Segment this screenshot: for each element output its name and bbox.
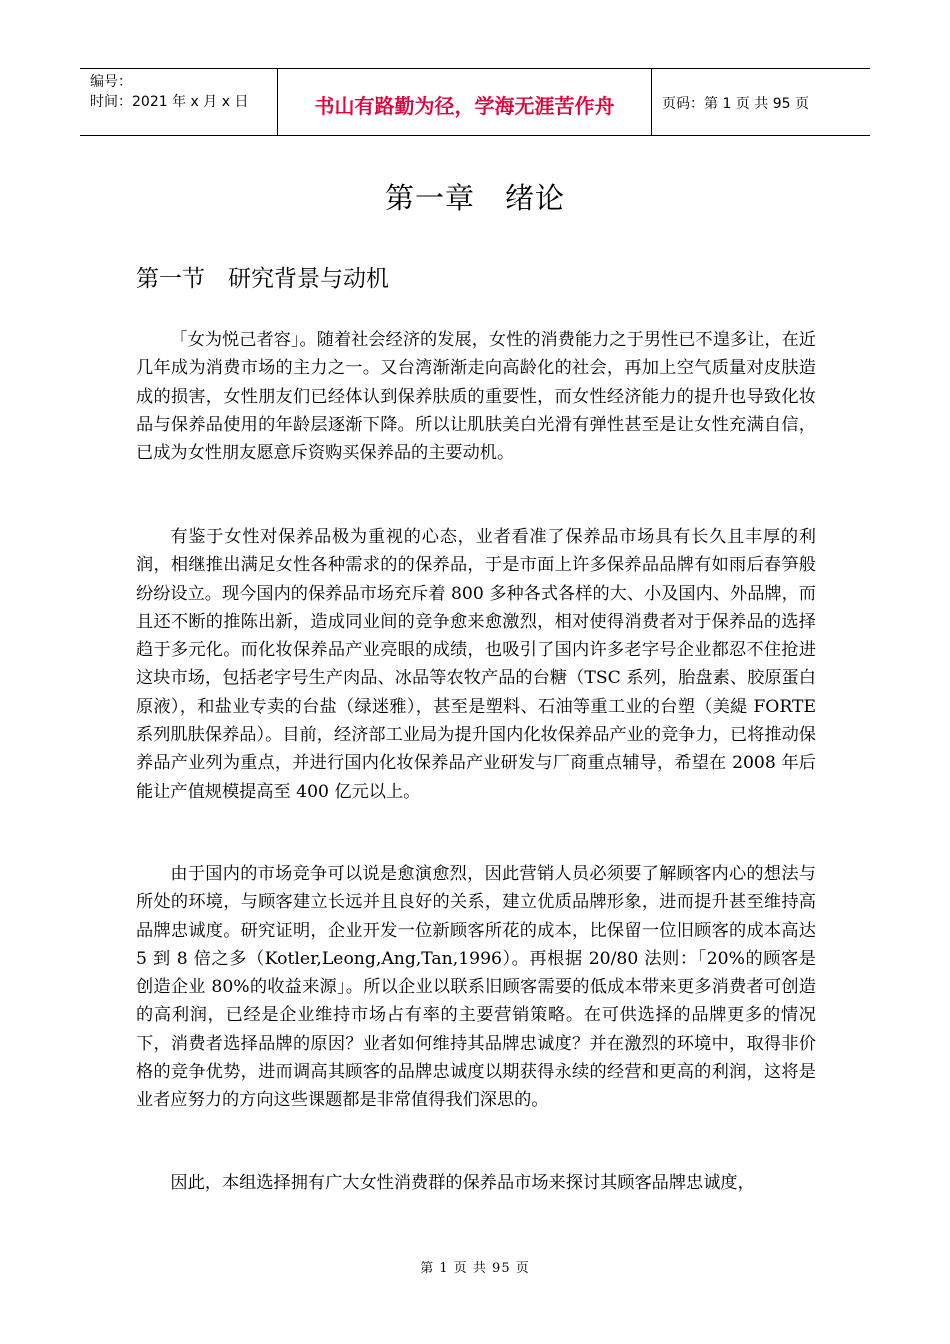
section-title: 第一节 研究背景与动机	[136, 266, 389, 292]
header-meta	[80, 69, 278, 135]
body-paragraph: 因此，本组选择拥有广大女性消费群的保养品市场来探讨其顾客品牌忠诚度，	[170, 1173, 755, 1193]
page-footer: 第 1 页 共 95 页	[420, 1261, 530, 1276]
header-id-label: 编号：	[90, 74, 132, 90]
header-page-info: 页码：第 1 页 共 95 页	[662, 96, 809, 112]
chapter-title: 第一章 绪论	[384, 181, 565, 215]
body-paragraph: 「女为悦己者容」。随着社会经济的发展，女性的消费能力之于男性已不遑多让，在近几年成为消费市场的主力之一。又台湾渐渐走向高龄化的社会，再加上空气质量对皮肤造成的损害，女性朋友们已经体认到保养肤质的重要性，而女性经济能力的提升也导致化妆品与保养品使用的年龄层逐渐下降。所以让肌肤美白光滑有弹性甚至是让女性充满自信，已成为女性朋友愿意斥资购买保养品的主要动机。	[136, 330, 816, 464]
header-time-label: 时间：2021 年 x 月 x 日	[90, 94, 249, 110]
header-motto: 书山有路勤为径，学海无涯苦作舟	[314, 93, 615, 118]
header-motto-cell	[278, 69, 652, 135]
document-header	[80, 68, 870, 136]
header-page-cell	[652, 69, 870, 135]
body-paragraph: 有鉴于女性对保养品极为重视的心态，业者看准了保养品市场具有长久且丰厚的利润，相继推出满足女性各种需求的的保养品，于是市面上许多保养品品牌有如雨后春笋般纷纷设立。现今国内的保养品市场充斥着 800 多种各式各样的大、小及国内、外品牌，而且还不断的推陈出新，造成同业间的竞争愈来愈激烈，相对使得消费者对于保养品的选择趋于多元化。而化妆保养品产业亮眼的成绩，也吸引了国内许多老字号企业都忍不住抢进这块市场，包括老字号生产肉品、冰品等农牧产品的台糖（TSC 系列，胎盘素、胶原蛋白原液），和盐业专卖的台盐（绿迷雅），甚至是塑料、石油等重工业的台塑（美緹 FORTE 系列肌肤保养品）。目前，经济部工业局为提升国内化妆保养品产业的竞争力，已将推动保养品产业列为重点，并进行国内化妆保养品产业研发与厂商重点辅导，希望在 2008 年后能让产值规模提高至 400 亿元以上。	[136, 527, 816, 802]
body-paragraph: 由于国内的市场竞争可以说是愈演愈烈，因此营销人员必须要了解顾客内心的想法与所处的环境，与顾客建立长远并且良好的关系，建立优质品牌形象，进而提升甚至维持高品牌忠诚度。研究证明，企业开发一位新顾客所花的成本，比保留一位旧顾客的成本高达 5 到 8 倍之多（Kotler,Leong,Ang,Tan,1996）。再根据 20/80 法则：「20%的顾客是创造企业 80%的收益来源」。所以企业以联系旧顾客需要的低成本带来更多消费者可创造的高利润，已经是企业维持市场占有率的主要营销策略。在可供选择的品牌更多的情况下，消费者选择品牌的原因？业者如何维持其品牌忠诚度？并在激烈的环境中，取得非价格的竞争优势，进而调高其顾客的品牌忠诚度以期获得永续的经营和更高的利润，这将是业者应努力的方向这些课题都是非常值得我们深思的。	[136, 864, 816, 1111]
